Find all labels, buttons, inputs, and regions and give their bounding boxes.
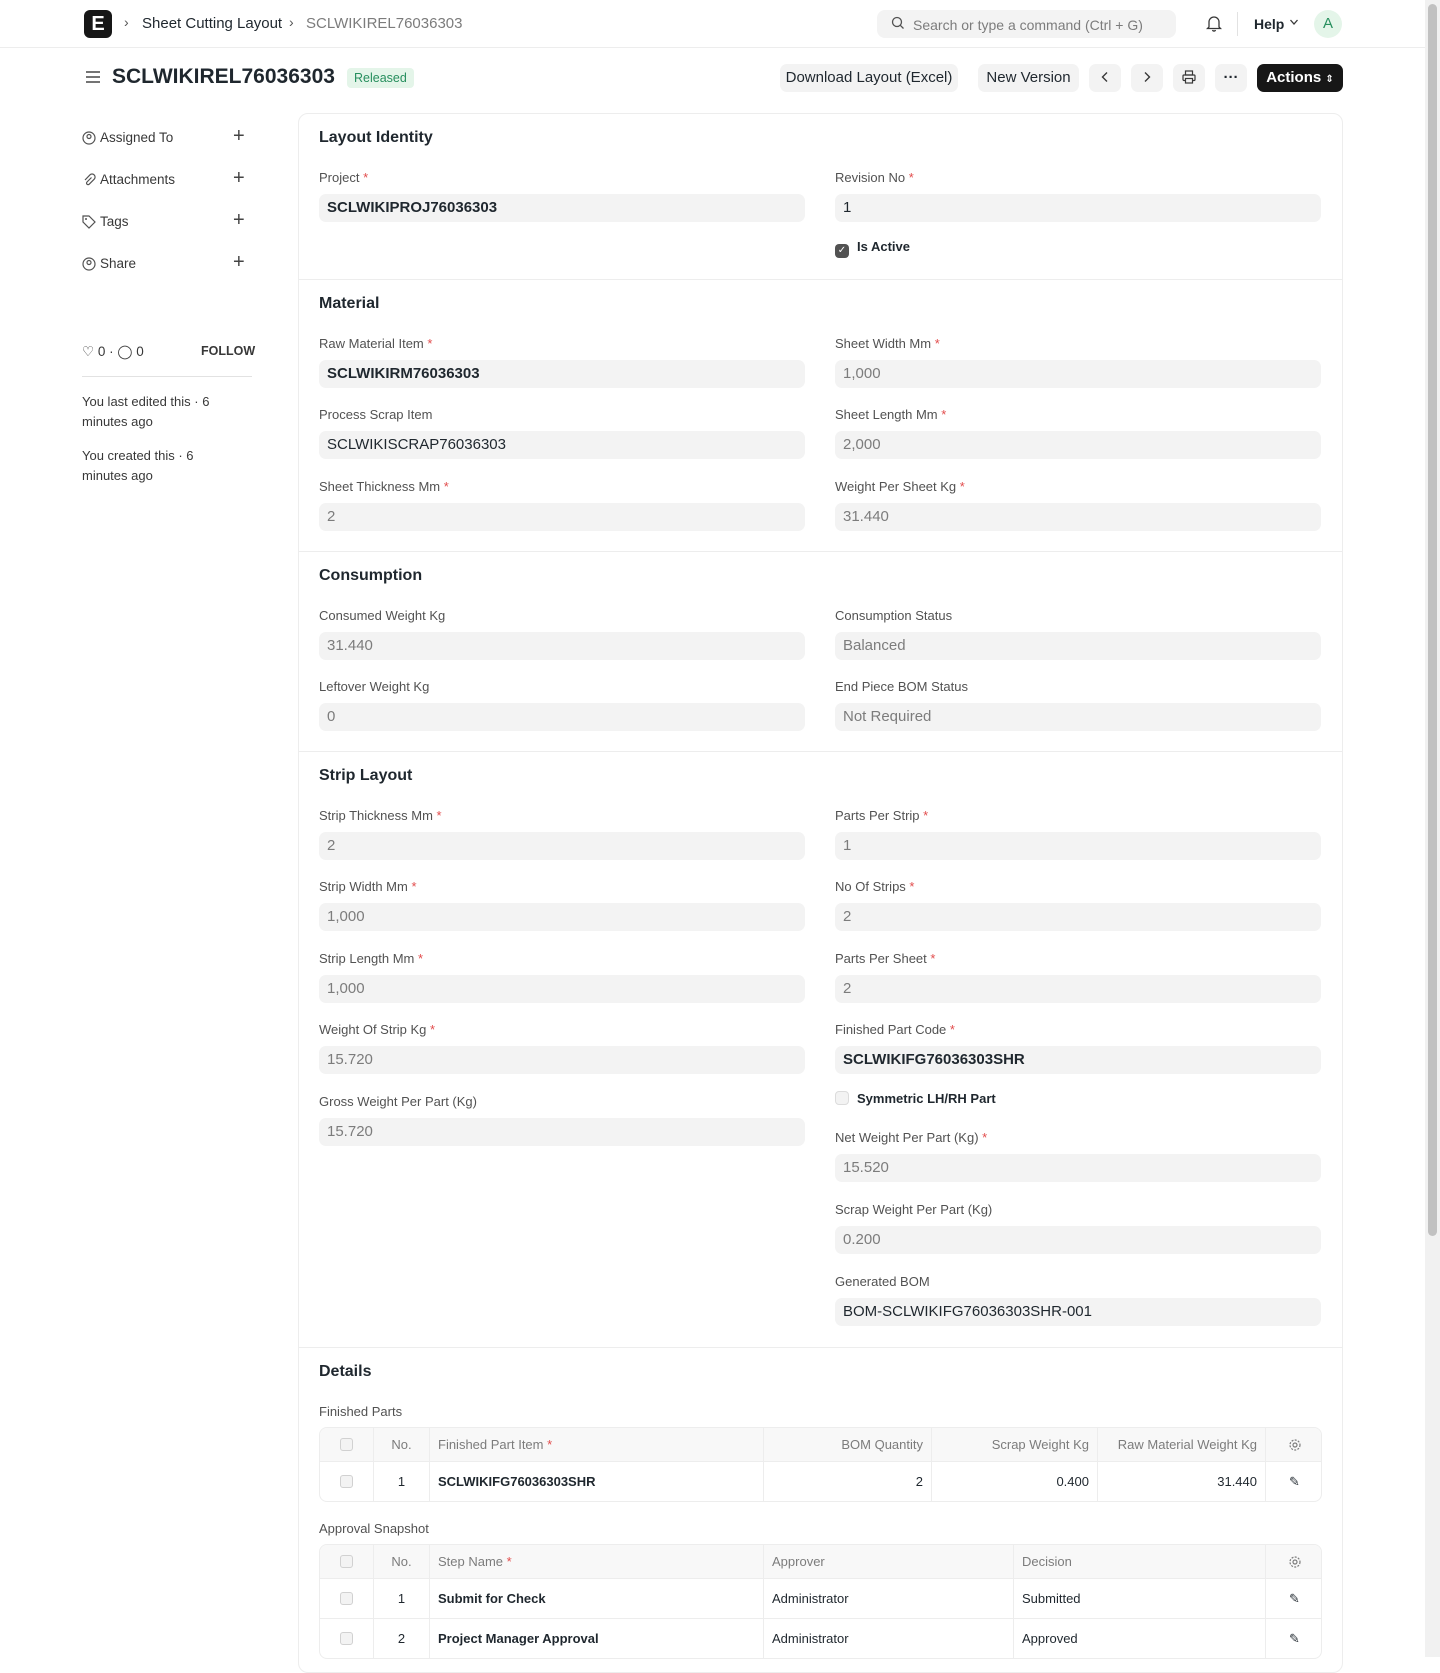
sidebar-label: Tags <box>100 214 129 229</box>
parts-per-strip-field[interactable]: 1 <box>835 832 1321 860</box>
field-label: No Of Strips * <box>835 879 915 894</box>
sheet-width-field[interactable]: 1,000 <box>835 360 1321 388</box>
column-header: BOM Quantity <box>764 1428 932 1461</box>
sidebar-tags[interactable] <box>82 214 129 229</box>
app-logo[interactable]: E <box>84 10 112 38</box>
strip-length-field[interactable]: 1,000 <box>319 975 805 1003</box>
scrollbar[interactable] <box>1425 0 1440 1657</box>
check-icon: ✓ <box>835 244 849 258</box>
section-divider <box>299 279 1342 280</box>
menu-icon[interactable] <box>86 70 100 84</box>
scrollbar-thumb[interactable] <box>1428 4 1437 1236</box>
search-input[interactable] <box>877 10 1176 38</box>
field-label: Revision No * <box>835 170 914 185</box>
column-header: No. <box>374 1428 430 1461</box>
add-attachment-icon[interactable]: + <box>233 167 245 189</box>
field-label: Parts Per Strip * <box>835 808 929 823</box>
print-button[interactable] <box>1173 64 1205 92</box>
parts-per-sheet-field[interactable]: 2 <box>835 975 1321 1003</box>
decision[interactable]: Submitted <box>1014 1579 1266 1618</box>
new-version-button[interactable]: New Version <box>978 64 1079 92</box>
table-row[interactable] <box>320 1461 1321 1501</box>
field-label: Consumption Status <box>835 608 953 623</box>
chevron-down-icon[interactable] <box>1289 17 1299 27</box>
section-title-consumption: Consumption <box>319 567 423 584</box>
gross-weight-field: 15.720 <box>319 1118 805 1146</box>
table-row[interactable] <box>320 1618 1321 1658</box>
user-plus-icon <box>82 131 96 145</box>
edit-icon[interactable]: ✎ <box>1289 1590 1300 1606</box>
edit-icon[interactable]: ✎ <box>1289 1630 1300 1646</box>
chevron-right-icon: › <box>289 14 294 30</box>
scrap-weight[interactable]: 0.400 <box>932 1462 1098 1501</box>
field-label: Sheet Length Mm * <box>835 407 947 422</box>
step-name[interactable]: Project Manager Approval <box>430 1619 764 1658</box>
created-note: You created this · 6 minutes ago <box>82 448 194 483</box>
weight-per-sheet-field[interactable]: 31.440 <box>835 503 1321 531</box>
breadcrumb-current[interactable]: SCLWIKIREL76036303 <box>306 15 463 32</box>
section-title-identity: Layout Identity <box>319 129 433 146</box>
row-no: 1 <box>374 1579 430 1618</box>
raw-material-field[interactable]: SCLWIKIRM76036303 <box>319 360 805 388</box>
step-name[interactable]: Submit for Check <box>430 1579 764 1618</box>
field-label: Leftover Weight Kg <box>319 679 430 694</box>
share-icon <box>82 257 96 271</box>
revision-field[interactable]: 1 <box>835 194 1321 222</box>
field-label: Process Scrap Item <box>319 407 433 422</box>
tag-icon <box>82 215 96 229</box>
field-label: Weight Of Strip Kg * <box>319 1022 436 1037</box>
select-all-checkbox[interactable] <box>320 1428 374 1461</box>
field-label: Weight Per Sheet Kg * <box>835 479 965 494</box>
end-piece-status-field: Not Required <box>835 703 1321 731</box>
column-header: Approver <box>764 1545 1014 1578</box>
strip-width-field[interactable]: 1,000 <box>319 903 805 931</box>
section-divider <box>299 1347 1342 1348</box>
decision[interactable]: Approved <box>1014 1619 1266 1658</box>
gear-icon[interactable] <box>1266 1428 1322 1461</box>
add-share-icon[interactable]: + <box>233 251 245 273</box>
sheet-length-field[interactable]: 2,000 <box>835 431 1321 459</box>
select-all-checkbox[interactable] <box>320 1545 374 1578</box>
sidebar-label: Attachments <box>100 172 176 187</box>
actions-label: Actions <box>1266 69 1322 86</box>
heart-icon[interactable]: ♡ <box>82 344 95 359</box>
bell-icon[interactable] <box>1206 14 1222 32</box>
row-no: 2 <box>374 1619 430 1658</box>
field-label: Project * <box>319 170 369 185</box>
finished-part-code-field[interactable]: SCLWIKIFG76036303SHR <box>835 1046 1321 1074</box>
field-label: Parts Per Sheet * <box>835 951 936 966</box>
sidebar-assigned-to[interactable] <box>82 130 173 145</box>
field-label: Sheet Width Mm * <box>835 336 940 351</box>
section-divider <box>299 751 1342 752</box>
page-title: SCLWIKIREL76036303 <box>112 65 335 88</box>
more-button[interactable]: ··· <box>1215 64 1247 92</box>
likes-comments: ♡ 0 · ◯ 0 <box>82 344 144 359</box>
divider <box>82 376 252 377</box>
column-header: No. <box>374 1545 430 1578</box>
section-title-material: Material <box>319 295 380 312</box>
like-count: 0 <box>97 344 106 359</box>
table-label-approval: Approval Snapshot <box>319 1521 429 1536</box>
navbar <box>0 0 1425 48</box>
field-label: Finished Part Code * <box>835 1022 955 1037</box>
status-badge: Released <box>347 68 414 88</box>
chevron-right-icon <box>1142 71 1152 83</box>
add-assignee-icon[interactable]: + <box>233 125 245 147</box>
gear-icon[interactable] <box>1266 1545 1322 1578</box>
row-checkbox[interactable] <box>320 1462 374 1501</box>
approval-table <box>319 1544 1322 1659</box>
row-no: 1 <box>374 1462 430 1501</box>
column-header: Decision <box>1014 1545 1266 1578</box>
sidebar-attachments[interactable] <box>82 172 175 187</box>
project-field[interactable]: SCLWIKIPROJ76036303 <box>319 194 805 222</box>
approver[interactable]: Administrator <box>764 1619 1014 1658</box>
chevron-right-icon: › <box>124 14 129 30</box>
table-label-finished-parts: Finished Parts <box>319 1404 403 1419</box>
help-menu[interactable]: Help <box>1254 16 1285 32</box>
column-header: Step Name * <box>430 1545 764 1578</box>
consumed-weight-field: 31.440 <box>319 632 805 660</box>
leftover-weight-field: 0 <box>319 703 805 731</box>
no-of-strips-field[interactable]: 2 <box>835 903 1321 931</box>
follow-button[interactable]: FOLLOW <box>201 344 256 358</box>
scrap-weight-field: 0.200 <box>835 1226 1321 1254</box>
search-placeholder: Search or type a command (Ctrl + G) <box>913 17 1143 33</box>
last-edited-note: You last edited this · 6 minutes ago <box>82 394 210 429</box>
field-label: Sheet Thickness Mm * <box>319 479 449 494</box>
previous-button[interactable] <box>1089 64 1121 92</box>
divider <box>1237 12 1238 36</box>
column-header: Scrap Weight Kg <box>932 1428 1098 1461</box>
field-label: Raw Material Item * <box>319 336 433 351</box>
raw-material-weight[interactable]: 31.440 <box>1098 1462 1266 1501</box>
comment-icon[interactable]: ◯ <box>117 344 133 359</box>
search-icon <box>891 16 905 30</box>
field-label: Net Weight Per Part (Kg) * <box>835 1130 988 1145</box>
net-weight-field[interactable]: 15.520 <box>835 1154 1321 1182</box>
column-header: Finished Part Item * <box>430 1428 764 1461</box>
finished-parts-table <box>319 1427 1322 1502</box>
avatar[interactable]: A <box>1314 10 1342 38</box>
field-label: Generated BOM <box>835 1274 930 1289</box>
comment-count: 0 <box>136 344 144 359</box>
sidebar-label: Share <box>100 256 137 271</box>
weight-of-strip-field[interactable]: 15.720 <box>319 1046 805 1074</box>
sidebar-share[interactable] <box>82 256 136 271</box>
bom-quantity[interactable]: 2 <box>764 1462 932 1501</box>
strip-thickness-field[interactable]: 2 <box>319 832 805 860</box>
actions-button[interactable] <box>1257 64 1343 92</box>
row-checkbox[interactable] <box>320 1579 374 1618</box>
field-label: Strip Length Mm * <box>319 951 424 966</box>
field-label: Gross Weight Per Part (Kg) <box>319 1094 477 1109</box>
checkbox-box <box>835 1091 849 1105</box>
sidebar-label: Assigned To <box>100 130 174 145</box>
row-checkbox[interactable] <box>320 1619 374 1658</box>
table-header <box>320 1428 1321 1461</box>
field-label: Strip Width Mm * <box>319 879 417 894</box>
section-title-details: Details <box>319 1363 372 1380</box>
section-divider <box>299 551 1342 552</box>
column-header: Raw Material Weight Kg <box>1098 1428 1266 1461</box>
field-label: End Piece BOM Status <box>835 679 968 694</box>
paperclip-icon <box>82 173 96 187</box>
printer-icon <box>1182 70 1196 84</box>
sheet-thickness-field[interactable]: 2 <box>319 503 805 531</box>
consumption-status-field: Balanced <box>835 632 1321 660</box>
edit-icon[interactable]: ✎ <box>1289 1473 1300 1489</box>
finished-part-item[interactable]: SCLWIKIFG76036303SHR <box>430 1462 764 1501</box>
is-active-checkbox[interactable]: ✓ Is Active <box>835 239 910 258</box>
table-header <box>320 1545 1321 1578</box>
chevron-updown-icon: ⇕ <box>1325 74 1334 85</box>
field-label: Strip Thickness Mm * <box>319 808 442 823</box>
section-title-strip: Strip Layout <box>319 767 413 784</box>
chevron-left-icon <box>1100 71 1110 83</box>
field-label: Scrap Weight Per Part (Kg) <box>835 1202 993 1217</box>
approver[interactable]: Administrator <box>764 1579 1014 1618</box>
symmetric-checkbox[interactable]: Symmetric LH/RH Part <box>835 1091 996 1106</box>
next-button[interactable] <box>1131 64 1163 92</box>
form-card <box>298 113 1343 1673</box>
download-layout-button[interactable]: Download Layout (Excel) <box>780 64 958 92</box>
table-row[interactable] <box>320 1578 1321 1618</box>
generated-bom-field[interactable]: BOM-SCLWIKIFG76036303SHR-001 <box>835 1298 1321 1326</box>
add-tag-icon[interactable]: + <box>233 209 245 231</box>
breadcrumb-doctype[interactable]: Sheet Cutting Layout <box>142 15 283 32</box>
process-scrap-field[interactable]: SCLWIKISCRAP76036303 <box>319 431 805 459</box>
field-label: Consumed Weight Kg <box>319 608 446 623</box>
